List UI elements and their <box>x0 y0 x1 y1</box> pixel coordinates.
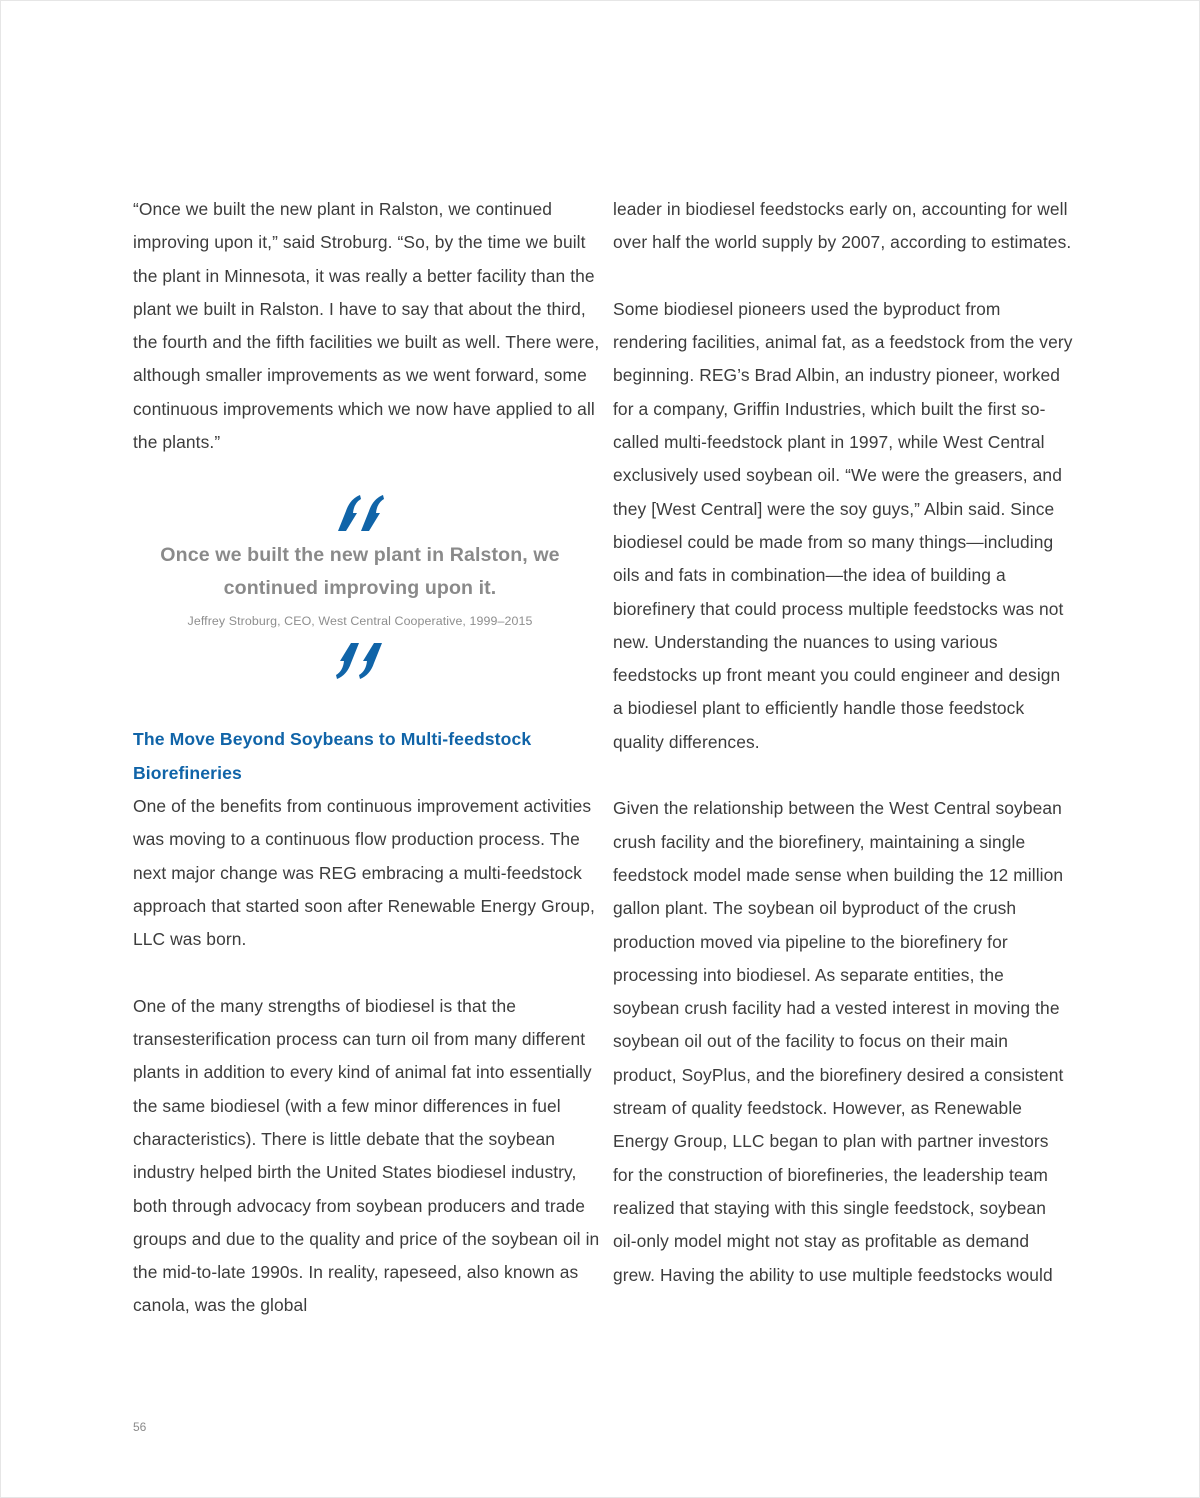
pull-quote-attribution: Jeffrey Stroburg, CEO, West Central Cooperative, 1999–2015 <box>187 614 533 629</box>
body-paragraph: One of the benefits from continuous improvement activities was moving to a continuous flow production process. The next major change was REG embracing a multi-feedstock approach that started soon after Renewable Energy Group, LLC was born. <box>133 795 595 950</box>
stroburg-quote-paragraph: “Once we built the new plant in Ralston, we continued improving upon it,” said Stroburg. “So, by the time we built the plant in Minnesota, it was really a better facility than the plant we built in Ralston. I have to say that about the third, the fourth and the fifth facilities we built as well. There were, although smaller improvements as we went forward, some continuous improvements which we now have applied to all the plants.” <box>133 199 600 453</box>
pull-quote <box>133 493 587 681</box>
body-paragraph: leader in biodiesel feedstocks early on, accounting for well over half the world supply by 2007, according to estimates. <box>613 199 1072 253</box>
body-paragraph: Given the relationship between the West Central soybean crush facility and the biorefinery, maintaining a single feedstock model made sense when building the 12 million gallon plant. The soybean oil byproduct of the crush production moved via pipeline to the biorefinery for processing into biodiesel. As separate entities, the soybean crush facility had a vested interest in moving the soybean oil out of the facility to focus on their main product, SoyPlus, and the biorefinery desired a consistent stream of quality feedstock. However, as Renewable Energy Group, LLC began to plan with partner investors for the construction of biorefineries, the leadership team realized that staying with this single feedstock, soybean oil-only model might not stay as profitable as demand grew. Having the ability to use multiple feedstocks would <box>613 798 1064 1285</box>
close-quote-icon <box>336 641 384 681</box>
section-heading: The Move Beyond Soybeans to Multi-feedstock Biorefineries <box>133 729 532 783</box>
right-column <box>613 193 1073 1292</box>
left-column <box>133 193 603 1323</box>
body-paragraph: One of the many strengths of biodiesel is that the transesterification process can turn oil from many different plants in addition to every kind of animal fat into essentially the same biodiesel (with a few minor differences in fuel characteristics). There is little debate that the soybean industry helped birth the United States biodiesel industry, both through advocacy from soybean producers and trade groups and due to the quality and price of the soybean oil in the mid-to-late 1990s. In reality, rapeseed, also known as canola, was the global <box>133 995 600 1316</box>
body-paragraph: Some biodiesel pioneers used the byproduct from rendering facilities, animal fat, as a feedstock from the very beginning. REG’s Brad Albin, an industry pioneer, worked for a company, Griffin Industries, which built the first so-called multi-feedstock plant in 1997, while West Central exclusively used soybean oil. “We were the greasers, and they [West Central] were the soy guys,” Albin said. Since biodiesel could be made from so many things—including oils and fats in combination—the idea of building a biorefinery that could process multiple feedstocks was not new. Understanding the nuances to using various feedstocks up front meant you could engineer and design a biodiesel plant to efficiently handle those feedstock quality differences. <box>613 298 1073 752</box>
open-quote-icon <box>336 493 384 533</box>
pull-quote-text: Once we built the new plant in Ralston, we continued improving upon it. <box>160 544 560 600</box>
page-number: 56 <box>133 1420 147 1434</box>
